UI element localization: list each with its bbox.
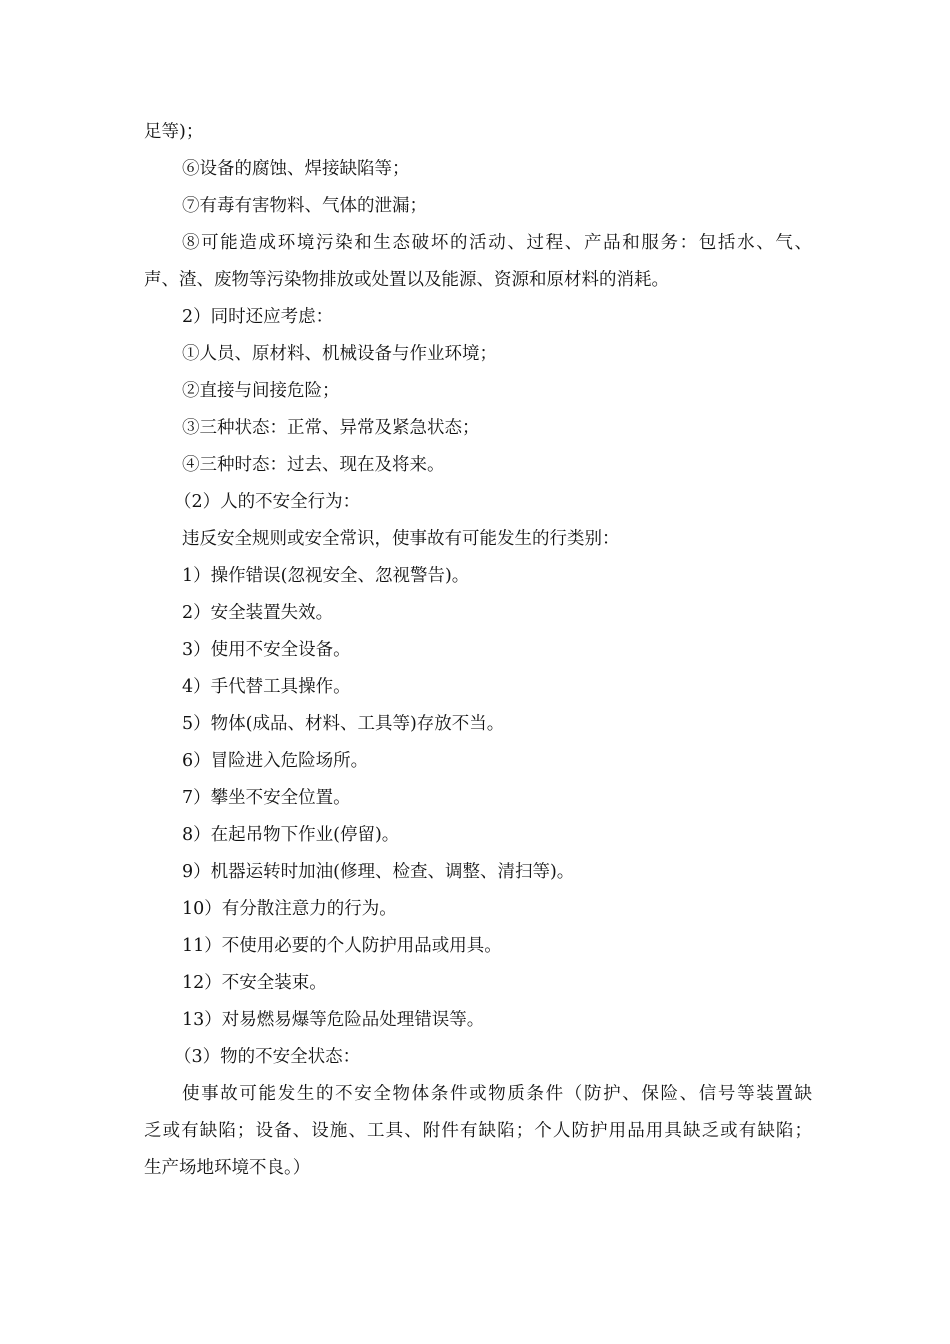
list-item: 8）在起吊物下作业(停留)。 — [182, 825, 400, 845]
list-item: 4）手代替工具操作。 — [182, 677, 351, 697]
list-item: ⑦有毒有害物料、气体的泄漏； — [182, 196, 427, 216]
list-item: 10）有分散注意力的行为。 — [182, 899, 397, 919]
list-item: 1）操作错误(忽视安全、忽视警告)。 — [182, 566, 470, 586]
section-heading: （2）人的不安全行为： — [174, 492, 361, 512]
list-item: 2）安全装置失效。 — [182, 603, 334, 623]
list-item: ⑥设备的腐蚀、焊接缺陷等； — [182, 159, 410, 179]
list-item: 11）不使用必要的个人防护用品或用具。 — [182, 936, 502, 956]
paragraph-line: 生产场地环境不良。） — [144, 1158, 311, 1178]
document-body — [144, 114, 812, 1187]
paragraph-line: 足等)； — [144, 122, 204, 142]
list-item: 5）物体(成品、材料、工具等)存放不当。 — [182, 714, 505, 734]
section-heading: （3）物的不安全状态： — [174, 1047, 361, 1067]
list-item: 6）冒险进入危险场所。 — [182, 751, 369, 771]
paragraph-line: 违反安全规则或安全常识，使事故有可能发生的行类别： — [182, 529, 620, 549]
paragraph-line: 使事故可能发生的不安全物体条件或物质条件（防护、保险、信号等装置缺 — [182, 1084, 812, 1104]
list-item: ②直接与间接危险； — [182, 381, 340, 401]
list-item: ③三种状态：正常、异常及紧急状态； — [182, 418, 480, 438]
list-item: 9）机器运转时加油(修理、检查、调整、清扫等)。 — [182, 862, 575, 882]
list-item: ⑧可能造成环境污染和生态破坏的活动、过程、产品和服务：包括水、气、 — [182, 233, 812, 253]
list-item: ④三种时态：过去、现在及将来。 — [182, 455, 445, 475]
list-item: ①人员、原材料、机械设备与作业环境； — [182, 344, 497, 364]
list-item: 7）攀坐不安全位置。 — [182, 788, 351, 808]
paragraph-line: 声、渣、废物等污染物排放或处置以及能源、资源和原材料的消耗。 — [144, 270, 669, 290]
paragraph-line: 乏或有缺陷；设备、设施、工具、附件有缺陷；个人防护用品用具缺乏或有缺陷； — [144, 1121, 812, 1141]
list-item: 12）不安全装束。 — [182, 973, 327, 993]
subheading: 2）同时还应考虑： — [182, 307, 334, 327]
list-item: 13）对易燃易爆等危险品处理错误等。 — [182, 1010, 485, 1030]
list-item: 3）使用不安全设备。 — [182, 640, 351, 660]
